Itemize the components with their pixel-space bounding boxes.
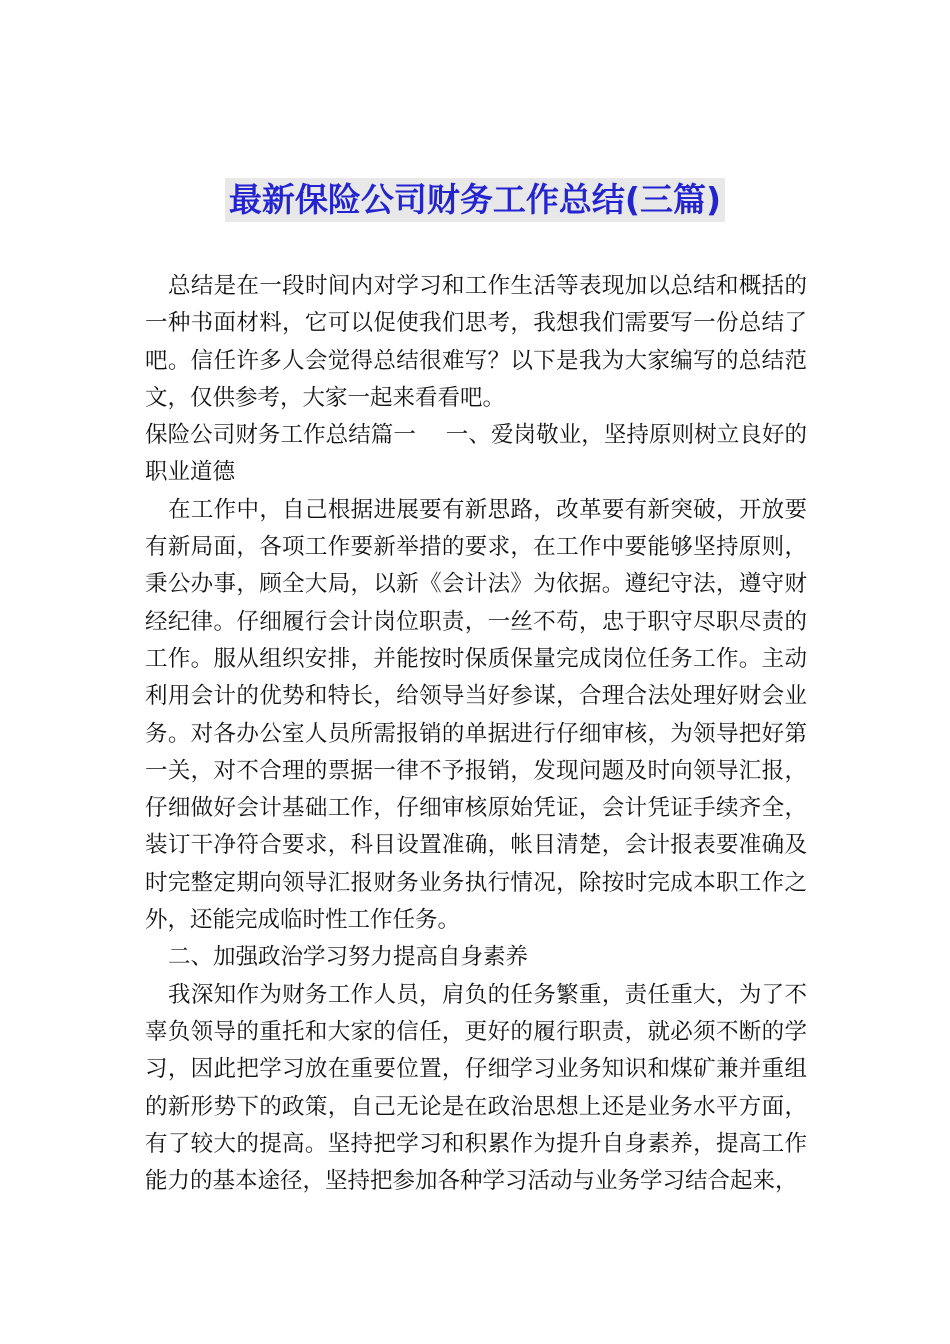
body-paragraph-1: 在工作中，自己根据进展要有新思路，改革要有新突破，开放要有新局面，各项工作要新举措的要求，在工作中要能够坚持原则，秉公办事，顾全大局，以新《会计法》为依据。遵纪守法，遵守财经纪律。仔细履行会计岗位职责，一丝不苟，忠于职守尽职尽责的工作。服从组织安排，并能按时保质保量完成岗位任务工作。主动利用会计的优势和特长，给领导当好参谋，合理合法处理好财会业务。对各办公室人员所需报销的单据进行仔细审核，为领导把好第一关，对不合理的票据一律不予报销，发现问题及时向领导汇报，仔细做好会计基础工作，仔细审核原始凭证，会计凭证手续齐全，装订干净符合要求，科目设置准确，帐目清楚，会计报表要准确及时完整定期向领导汇报财务业务执行情况，除按时完成本职工作之外，还能完成临时性工作任务。	[145, 496, 807, 934]
subheading-paragraph: 二、加强政治学习努力提高自身素养	[168, 944, 529, 971]
intro-paragraph: 总结是在一段时间内对学习和工作生活等表现加以总结和概括的一种书面材料，它可以促使我们思考，我想我们需要写一份总结了吧。信任许多人会觉得总结很难写？以下是我为大家编写的总结范文，仅供参考，大家一起来看看吧。	[145, 273, 807, 411]
document-title: 最新保险公司财务工作总结(三篇)	[225, 178, 725, 222]
section-heading-paragraph: 保险公司财务工作总结篇一 一、爱岗敬业，坚持原则树立良好的职业道德	[145, 422, 807, 486]
body-paragraph-2: 我深知作为财务工作人员，肩负的任务繁重，责任重大，为了不辜负领导的重托和大家的信任，更好的履行职责，就必须不断的学习，因此把学习放在重要位置，仔细学习业务知识和煤矿兼并重组的新形势下的政策，自己无论是在政治思想上还是业务水平方面，有了较大的提高。坚持把学习和积累作为提升自身素养，提高工作能力的基本途径，坚持把参加各种学习活动与业务学习结合起来，	[145, 981, 807, 1195]
title-container	[0, 178, 950, 222]
document-body	[145, 268, 807, 1200]
